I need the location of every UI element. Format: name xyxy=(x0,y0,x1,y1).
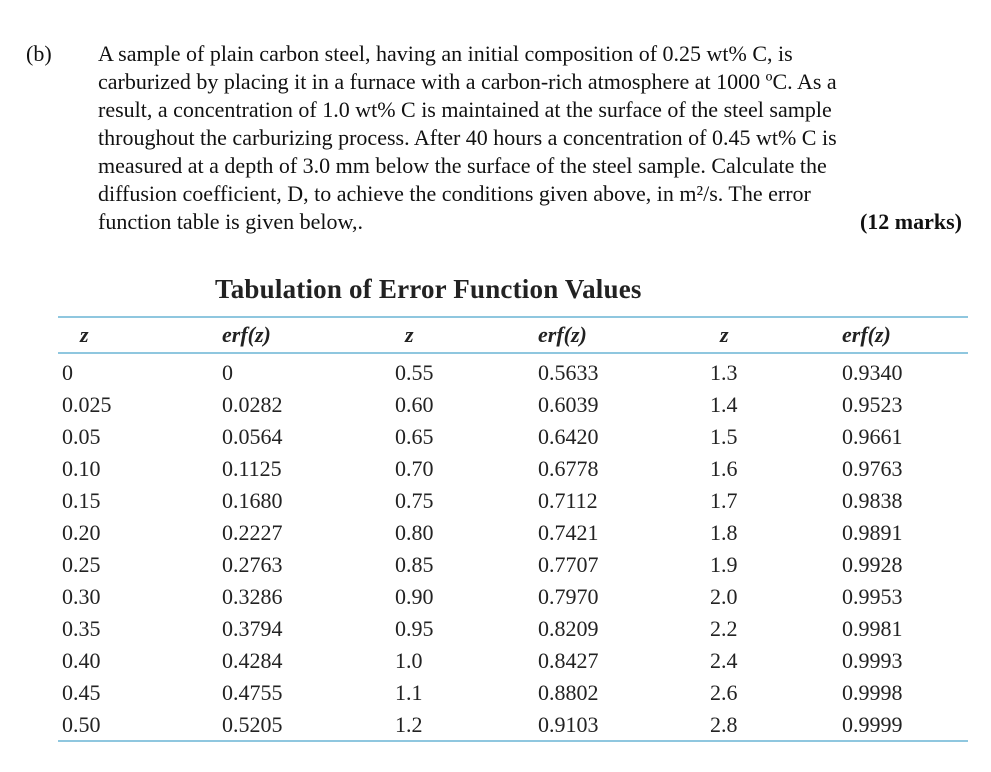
table-cell: 0.7970 xyxy=(538,584,599,609)
table-cell: 1.9 xyxy=(710,552,738,577)
table-cell: 1.2 xyxy=(395,712,423,737)
table-cell: 0.2763 xyxy=(222,552,283,577)
table-cell: 0.70 xyxy=(395,456,434,481)
table-cell: 0.5205 xyxy=(222,712,283,737)
table-cell: 0.8427 xyxy=(538,648,599,673)
table-cell: 0.6778 xyxy=(538,456,599,481)
table-cell: 2.0 xyxy=(710,584,738,609)
table-cell: 1.6 xyxy=(710,456,738,481)
table-cell: 0.9661 xyxy=(842,424,903,449)
question-line: function table is given below,. xyxy=(98,209,363,234)
table-cell: 0.9891 xyxy=(842,520,903,545)
table-cell: 0.10 xyxy=(62,456,101,481)
column-header: z xyxy=(80,322,89,347)
table-cell: 0.8802 xyxy=(538,680,599,705)
table-cell: 0.0282 xyxy=(222,392,283,417)
table-cell: 0.9993 xyxy=(842,648,903,673)
table-cell: 0.20 xyxy=(62,520,101,545)
table-cell: 0.3794 xyxy=(222,616,283,641)
table-title: Tabulation of Error Function Values xyxy=(215,274,642,304)
table-cell: 0.80 xyxy=(395,520,434,545)
table-cell: 0.85 xyxy=(395,552,434,577)
table-cell: 0.50 xyxy=(62,712,101,737)
table-cell: 0 xyxy=(62,360,73,385)
table-cell: 0.65 xyxy=(395,424,434,449)
table-cell: 0.25 xyxy=(62,552,101,577)
question-line: carburized by placing it in a furnace with a carbon-rich atmosphere at 1000 ºC. As a xyxy=(98,69,837,94)
table-cell: 0.55 xyxy=(395,360,434,385)
table-cell: 0.7112 xyxy=(538,488,598,513)
table-cell: 0.025 xyxy=(62,392,112,417)
table-cell: 0.9953 xyxy=(842,584,903,609)
table-cell: 2.4 xyxy=(710,648,738,673)
table-cell: 0.4755 xyxy=(222,680,283,705)
question-line: A sample of plain carbon steel, having an initial composition of 0.25 wt% C, is xyxy=(98,41,793,66)
table-cell: 2.6 xyxy=(710,680,738,705)
table-cell: 0.7421 xyxy=(538,520,599,545)
column-header: erf(z) xyxy=(538,322,587,347)
table-cell: 0.9523 xyxy=(842,392,903,417)
table-cell: 0.95 xyxy=(395,616,434,641)
table-cell: 0.6039 xyxy=(538,392,599,417)
table-cell: 0 xyxy=(222,360,233,385)
table-cell: 0.5633 xyxy=(538,360,599,385)
question-text xyxy=(98,40,964,236)
table-cell: 0.2227 xyxy=(222,520,283,545)
table-cell: 0.75 xyxy=(395,488,434,513)
table-cell: 1.7 xyxy=(710,488,738,513)
column-header: z xyxy=(405,322,414,347)
table-cell: 0.1680 xyxy=(222,488,283,513)
table-cell: 1.0 xyxy=(395,648,423,673)
question-label: (b) xyxy=(26,41,52,66)
table-cell: 0.8209 xyxy=(538,616,599,641)
table-cell: 1.1 xyxy=(395,680,423,705)
question-line: diffusion coefficient, D, to achieve the conditions given above, in m²/s. The error xyxy=(98,181,811,206)
table-cell: 0.60 xyxy=(395,392,434,417)
table-cell: 0.9340 xyxy=(842,360,903,385)
table-cell: 1.3 xyxy=(710,360,738,385)
table-cell: 0.9998 xyxy=(842,680,903,705)
table-cell: 0.6420 xyxy=(538,424,599,449)
table-cell: 0.9999 xyxy=(842,712,903,737)
table-cell: 0.4284 xyxy=(222,648,283,673)
table-cell: 1.5 xyxy=(710,424,738,449)
table-cell: 0.05 xyxy=(62,424,101,449)
table-cell: 2.8 xyxy=(710,712,738,737)
table-bottom-rule xyxy=(58,740,968,742)
question-line: throughout the carburizing process. After 40 hours a concentration of 0.45 wt% C is xyxy=(98,125,837,150)
table-top-rule xyxy=(58,316,968,318)
column-header: z xyxy=(720,322,729,347)
table-cell: 0.90 xyxy=(395,584,434,609)
question-line: measured at a depth of 3.0 mm below the surface of the steel sample. Calculate the xyxy=(98,153,827,178)
table-cell: 0.3286 xyxy=(222,584,283,609)
table-cell: 0.7707 xyxy=(538,552,599,577)
table-cell: 0.9103 xyxy=(538,712,599,737)
table-cell: 0.9838 xyxy=(842,488,903,513)
table-cell: 0.1125 xyxy=(222,456,282,481)
marks-label: (12 marks) xyxy=(859,209,962,234)
table-cell: 0.45 xyxy=(62,680,101,705)
table-header-rule xyxy=(58,352,968,354)
question-line: result, a concentration of 1.0 wt% C is maintained at the surface of the steel sample xyxy=(98,97,832,122)
column-header: erf(z) xyxy=(222,322,271,347)
table-cell: 0.15 xyxy=(62,488,101,513)
table-cell: 0.9928 xyxy=(842,552,903,577)
table-cell: 2.2 xyxy=(710,616,738,641)
table-cell: 0.40 xyxy=(62,648,101,673)
table-cell: 1.4 xyxy=(710,392,738,417)
table-cell: 0.0564 xyxy=(222,424,283,449)
question-last-line xyxy=(98,208,964,236)
column-header: erf(z) xyxy=(842,322,891,347)
table-cell: 0.9981 xyxy=(842,616,903,641)
table-cell: 0.30 xyxy=(62,584,101,609)
table-cell: 1.8 xyxy=(710,520,738,545)
table-cell: 0.35 xyxy=(62,616,101,641)
table-cell: 0.9763 xyxy=(842,456,903,481)
